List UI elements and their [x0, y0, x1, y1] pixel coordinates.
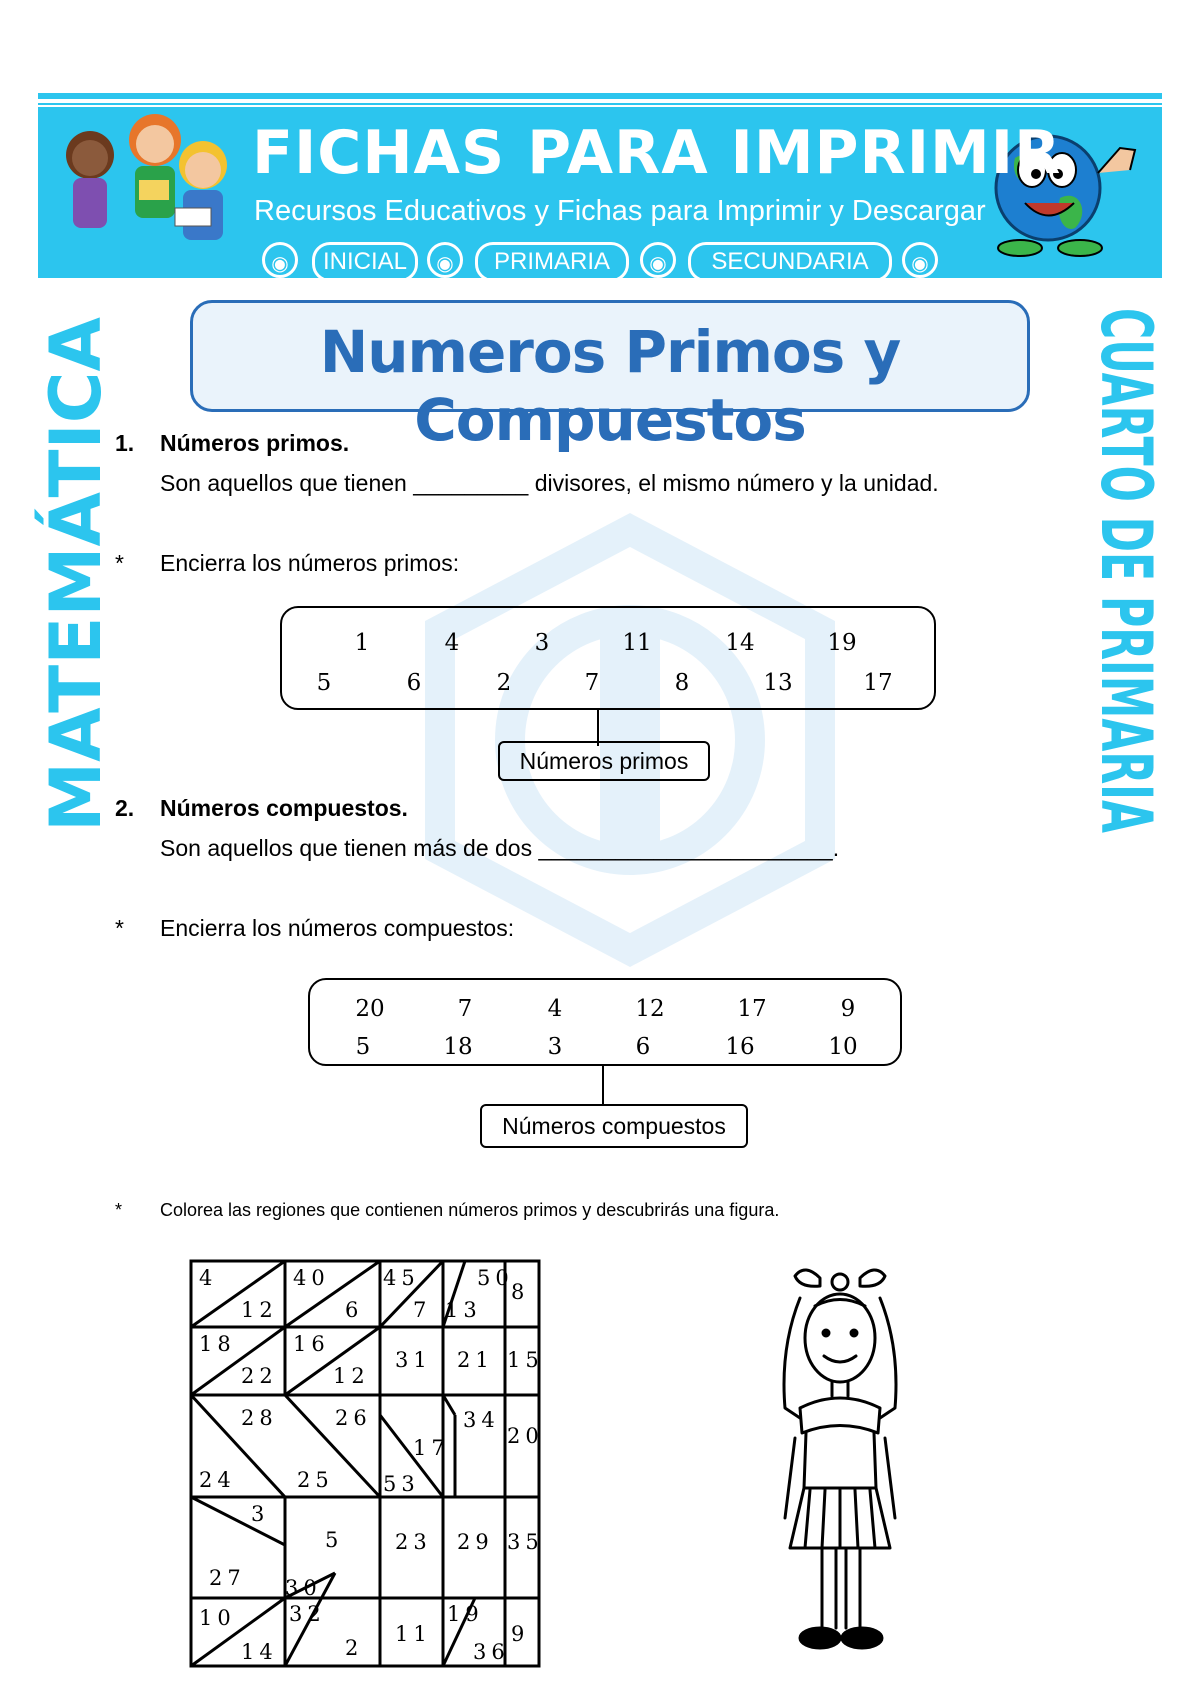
number-item[interactable]: 4 [444, 630, 460, 656]
svg-text:16: 16 [293, 1332, 330, 1356]
svg-text:36: 36 [473, 1640, 510, 1664]
svg-text:8: 8 [511, 1280, 530, 1304]
bullet: * [115, 1200, 123, 1220]
section1-instruction: Encierra los números primos: [160, 550, 460, 576]
svg-text:10: 10 [199, 1606, 236, 1630]
number-item[interactable]: 6 [406, 670, 422, 696]
watermark-logo [400, 520, 860, 960]
svg-text:7: 7 [413, 1298, 432, 1322]
number-item[interactable]: 19 [827, 630, 857, 656]
number-item[interactable]: 17 [863, 670, 893, 696]
number-item[interactable]: 11 [622, 630, 652, 656]
svg-text:9: 9 [511, 1622, 530, 1646]
svg-text:23: 23 [395, 1530, 432, 1554]
svg-text:2: 2 [345, 1636, 364, 1660]
composites-number-box [308, 978, 902, 1066]
svg-text:45: 45 [383, 1266, 420, 1290]
primes-number-box [280, 606, 936, 710]
svg-text:CUARTO DE PRIMARIA: CUARTO DE PRIMARIA [1085, 308, 1167, 1171]
bullet: * [115, 550, 124, 576]
number-item[interactable]: 5 [316, 670, 332, 696]
girl-figure [760, 1258, 940, 1668]
svg-text:22: 22 [241, 1364, 278, 1388]
coloring-grid[interactable] [185, 1255, 545, 1675]
svg-text:32: 32 [289, 1602, 326, 1626]
number-item[interactable]: 3 [547, 1034, 563, 1060]
section1-definition: Son aquellos que tienen _________ divisores, el mismo número y la unidad. [160, 470, 939, 496]
svg-text:12: 12 [241, 1298, 278, 1322]
svg-text:4: 4 [199, 1266, 218, 1290]
number-item[interactable]: 18 [443, 1034, 473, 1060]
svg-text:53: 53 [383, 1472, 420, 1496]
side-label-left [28, 312, 117, 832]
number-item[interactable]: 7 [584, 670, 600, 696]
svg-text:18: 18 [199, 1332, 236, 1356]
svg-text:34: 34 [463, 1408, 500, 1432]
svg-text:13: 13 [445, 1298, 482, 1322]
section2-instruction: Encierra los números compuestos: [160, 915, 515, 941]
number-item[interactable]: 7 [457, 996, 473, 1022]
side-label-right [1085, 300, 1170, 1171]
svg-text:11: 11 [395, 1622, 432, 1646]
svg-text:26: 26 [335, 1406, 372, 1430]
number-item[interactable]: 20 [355, 996, 385, 1022]
number-item[interactable]: 3 [534, 630, 550, 656]
svg-text:31: 31 [395, 1348, 432, 1372]
number-item[interactable]: 16 [725, 1034, 755, 1060]
level-secundaria[interactable]: SECUNDARIA [688, 242, 892, 282]
number-item[interactable]: 4 [547, 996, 563, 1022]
section3-instruction: Colorea las regiones que contienen números primos y descubrirás una figura. [160, 1200, 780, 1220]
connector-line [602, 1064, 604, 1104]
number-item[interactable]: 12 [635, 996, 665, 1022]
kids-illustration [55, 110, 235, 260]
level-icon: ◉ [640, 242, 676, 278]
svg-text:28: 28 [241, 1406, 278, 1430]
number-item[interactable]: 14 [725, 630, 755, 656]
section2-heading: Números compuestos. [160, 795, 408, 821]
number-item[interactable]: 2 [496, 670, 512, 696]
svg-text:6: 6 [345, 1298, 364, 1322]
svg-text:40: 40 [293, 1266, 330, 1290]
composites-label-box: Números compuestos [480, 1104, 748, 1148]
svg-text:5: 5 [325, 1528, 344, 1552]
number-item[interactable]: 1 [354, 630, 370, 656]
svg-text:27: 27 [209, 1566, 246, 1590]
section2-definition: Son aquellos que tienen más de dos _______________________. [160, 835, 840, 861]
svg-text:17: 17 [413, 1436, 450, 1460]
level-icon: ◉ [262, 242, 298, 278]
level-primaria[interactable]: PRIMARIA [475, 242, 629, 282]
svg-text:21: 21 [457, 1348, 494, 1372]
svg-text:20: 20 [507, 1424, 544, 1448]
svg-text:25: 25 [297, 1468, 334, 1492]
bullet: * [115, 915, 124, 941]
number-item[interactable]: 9 [840, 996, 856, 1022]
svg-text:50: 50 [477, 1266, 514, 1290]
primes-label-box: Números primos [498, 741, 710, 781]
banner-title: FICHAS PARA IMPRIMIR [252, 118, 1062, 188]
svg-text:14: 14 [241, 1640, 278, 1664]
level-icon: ◉ [427, 242, 463, 278]
svg-text:MATEMÁTICA: MATEMÁTICA [35, 320, 117, 832]
svg-text:3: 3 [251, 1502, 270, 1526]
number-item[interactable]: 6 [635, 1034, 651, 1060]
svg-text:15: 15 [507, 1348, 544, 1372]
number-item[interactable]: 13 [763, 670, 793, 696]
number-item[interactable]: 10 [828, 1034, 858, 1060]
svg-text:12: 12 [333, 1364, 370, 1388]
number-item[interactable]: 5 [355, 1034, 371, 1060]
svg-text:19: 19 [447, 1602, 484, 1626]
level-inicial[interactable]: INICIAL [312, 242, 418, 282]
number-item[interactable]: 17 [737, 996, 767, 1022]
banner-subtitle: Recursos Educativos y Fichas para Imprimir y Descargar [254, 195, 986, 227]
page-title: Numeros Primos y Compuestos [319, 318, 901, 454]
svg-text:24: 24 [199, 1468, 236, 1492]
level-icon: ◉ [902, 242, 938, 278]
section1-number: 1. [115, 430, 135, 456]
svg-text:30: 30 [285, 1576, 322, 1600]
number-item[interactable]: 8 [674, 670, 690, 696]
section1-heading: Números primos. [160, 430, 350, 456]
section2-number: 2. [115, 795, 135, 821]
svg-text:29: 29 [457, 1530, 494, 1554]
svg-text:35: 35 [507, 1530, 544, 1554]
